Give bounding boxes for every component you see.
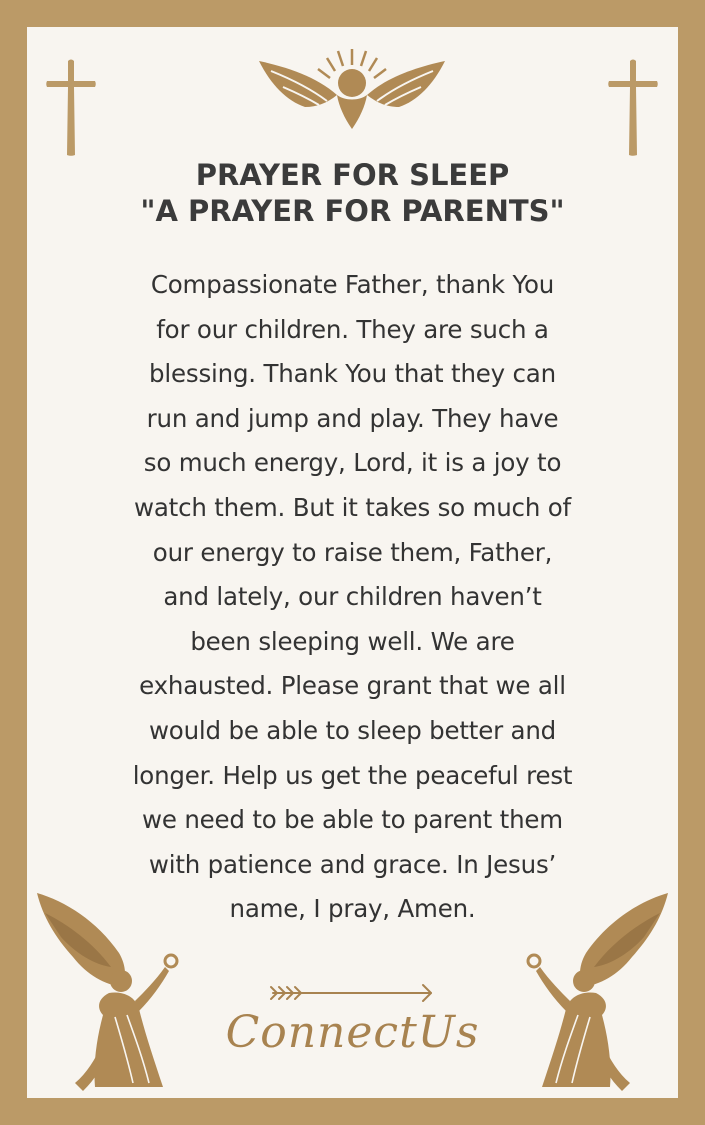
angel-icon [35,887,185,1097]
prayer-line: our energy to raise them, Father, [152,537,553,567]
prayer-line: we need to be able to parent them [142,805,563,835]
prayer-line: exhausted. Please grant that we all [139,671,566,701]
prayer-line: for our children. They are such a [156,314,549,344]
prayer-line: been sleeping well. We are [190,626,515,656]
brand-logo: ConnectUs [225,1007,480,1058]
title-line-1: PRAYER FOR SLEEP [195,158,510,192]
prayer-line: longer. Help us get the peaceful rest [132,760,573,790]
prayer-line: so much energy, Lord, it is a joy to [143,448,562,478]
title-line-2: "A PRAYER FOR PARENTS" [140,194,565,228]
arrow-icon [267,981,437,1005]
prayer-line: would be able to sleep better and [148,715,557,745]
prayer-line: blessing. Thank You that they can [149,359,556,389]
angel-icon [520,887,670,1097]
prayer-card [27,27,678,1098]
prayer-line: run and jump and play. They have [146,403,559,433]
winged-sun-icon [257,45,447,131]
prayer-line: name, I pray, Amen. [229,894,476,924]
prayer-line: Compassionate Father, thank You [150,270,555,299]
prayer-line: watch them. But it takes so much of [134,492,571,522]
page-title [27,157,678,229]
cross-icon [45,59,97,157]
prayer-text [47,263,658,932]
prayer-line: and lately, our children haven’t [163,582,542,612]
cross-icon [607,59,659,157]
prayer-line: with patience and grace. In Jesus’ [148,849,557,879]
